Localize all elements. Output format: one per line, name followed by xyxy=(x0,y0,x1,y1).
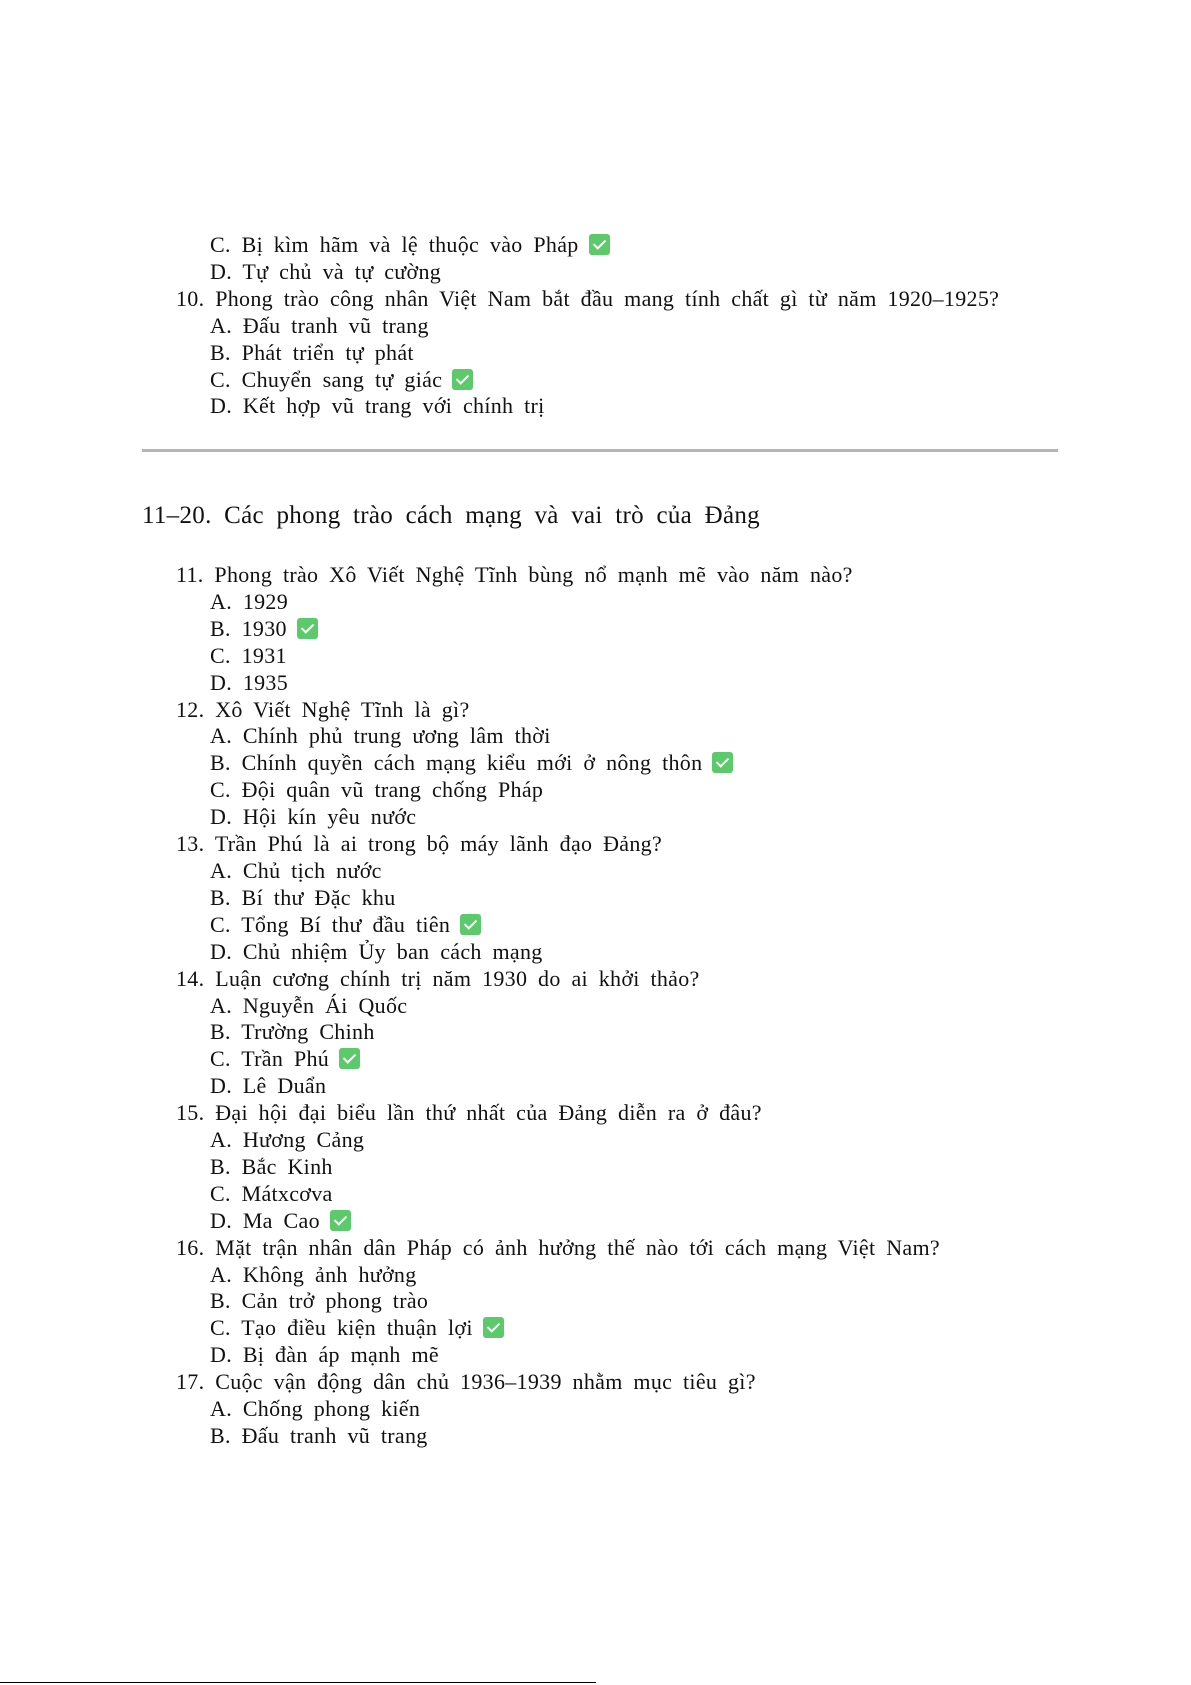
question-15 xyxy=(0,1100,1191,1127)
option-14d xyxy=(0,1073,1191,1100)
question-text: Đại hội đại biểu lần thứ nhất của Đảng diễn ra ở đâu? xyxy=(215,1100,762,1126)
option-15c xyxy=(0,1181,1191,1208)
option-label: D. xyxy=(210,1207,232,1233)
option-label: C. xyxy=(210,232,231,257)
option-16c xyxy=(0,1315,1191,1342)
option-label: B. xyxy=(210,1423,231,1448)
question-12 xyxy=(0,697,1191,724)
option-13d xyxy=(0,939,1191,966)
option-text: Tự chủ và tự cường xyxy=(242,258,442,284)
option-label: A. xyxy=(210,1396,232,1422)
option-16a xyxy=(0,1262,1191,1289)
question-text: Cuộc vận động dân chủ 1936–1939 nhằm mục tiêu gì? xyxy=(215,1369,756,1395)
option-12b xyxy=(0,750,1191,777)
option-12c xyxy=(0,777,1191,804)
check-icon xyxy=(712,752,733,773)
option-label: A. xyxy=(210,723,232,749)
question-number: 17. xyxy=(176,1369,205,1395)
option-label: B. xyxy=(210,750,231,776)
question-number: 11. xyxy=(176,562,204,587)
option-10c xyxy=(0,367,1191,394)
option-label: C. xyxy=(210,1046,231,1072)
option-11c xyxy=(0,643,1191,670)
option-12d xyxy=(0,804,1191,831)
question-17 xyxy=(0,1369,1191,1396)
option-13c xyxy=(0,912,1191,939)
option-14a xyxy=(0,993,1191,1020)
option-label: B. xyxy=(210,884,231,910)
option-13a xyxy=(0,858,1191,885)
option-label: B. xyxy=(210,1153,231,1179)
option-10d xyxy=(0,393,1191,420)
option-text: 1929 xyxy=(242,588,289,614)
option-label: A. xyxy=(210,1261,232,1287)
question-text: Trần Phú là ai trong bộ máy lãnh đạo Đảng? xyxy=(214,831,663,857)
option-label: C. xyxy=(210,777,231,803)
option-label: C. xyxy=(210,1180,231,1206)
option-10a xyxy=(0,313,1191,340)
option-text: 1931 xyxy=(241,642,287,668)
option-text: Chủ nhiệm Ủy ban cách mạng xyxy=(242,938,543,964)
option-text: Chủ tịch nước xyxy=(242,857,382,883)
option-label: D. xyxy=(210,1073,232,1099)
question-text: Phong trào Xô Viết Nghệ Tĩnh bùng nổ mạnh mẽ vào năm nào? xyxy=(214,562,853,587)
option-label: D. xyxy=(210,669,232,695)
question-text: Xô Viết Nghệ Tĩnh là gì? xyxy=(215,696,470,722)
question-11 xyxy=(0,562,1191,589)
option-15b xyxy=(0,1154,1191,1181)
option-text: Chính phủ trung ương lâm thời xyxy=(242,723,551,749)
check-icon xyxy=(452,369,473,390)
option-15a xyxy=(0,1127,1191,1154)
option-text: Đấu tranh vũ trang xyxy=(242,312,429,338)
section-title: 11–20. Các phong trào cách mạng và vai trò của Đảng xyxy=(142,502,760,529)
option-label: A. xyxy=(210,857,232,883)
top-block xyxy=(0,232,1191,420)
option-text: Tổng Bí thư đầu tiên xyxy=(241,911,451,937)
question-14 xyxy=(0,966,1191,993)
option-text: Tạo điều kiện thuận lợi xyxy=(241,1315,473,1341)
option-13b xyxy=(0,885,1191,912)
question-text: Luận cương chính trị năm 1930 do ai khởi thảo? xyxy=(215,965,700,991)
option-text: Lê Duẩn xyxy=(242,1073,327,1099)
option-16b xyxy=(0,1288,1191,1315)
option-label: D. xyxy=(210,1342,232,1368)
option-17b xyxy=(0,1423,1191,1450)
option-text: Bắc Kinh xyxy=(241,1153,333,1179)
question-text: Phong trào công nhân Việt Nam bắt đầu mang tính chất gì từ năm 1920–1925? xyxy=(215,285,1000,311)
option-label: B. xyxy=(210,1288,231,1314)
option-text: Trường Chinh xyxy=(241,1019,375,1045)
option-text: Chính quyền cách mạng kiểu mới ở nông thôn xyxy=(241,750,703,776)
option-label: D. xyxy=(210,393,232,419)
footer-rule xyxy=(0,1682,596,1683)
question-number: 12. xyxy=(176,696,205,722)
option-17a xyxy=(0,1396,1191,1423)
option-14b xyxy=(0,1019,1191,1046)
option-text: Nguyễn Ái Quốc xyxy=(242,992,408,1018)
check-icon xyxy=(483,1317,504,1338)
option-text: Không ảnh hưởng xyxy=(242,1261,417,1287)
option-label: A. xyxy=(210,588,232,614)
option-label: A. xyxy=(210,992,232,1018)
option-text: 1935 xyxy=(242,669,289,695)
question-number: 13. xyxy=(176,831,205,857)
option-text: Ma Cao xyxy=(242,1207,320,1233)
option-15d xyxy=(0,1208,1191,1235)
question-number: 16. xyxy=(176,1234,205,1260)
option-10b xyxy=(0,340,1191,367)
question-number: 10. xyxy=(176,285,205,311)
option-text: Bí thư Đặc khu xyxy=(241,884,396,910)
option-text: Hương Cảng xyxy=(242,1127,365,1153)
option-label: C. xyxy=(210,911,231,937)
option-text: Bị đàn áp mạnh mẽ xyxy=(242,1342,439,1368)
option-label: D. xyxy=(210,804,232,830)
check-icon xyxy=(297,618,318,639)
option-label: C. xyxy=(210,366,231,392)
question-16 xyxy=(0,1235,1191,1262)
option-label: A. xyxy=(210,312,232,338)
check-icon xyxy=(589,234,610,255)
question-13 xyxy=(0,831,1191,858)
check-icon xyxy=(339,1048,360,1069)
option-14c xyxy=(0,1046,1191,1073)
option-label: B. xyxy=(210,615,231,641)
option-label: D. xyxy=(210,258,232,284)
option-text: Phát triển tự phát xyxy=(241,339,414,365)
option-label: C. xyxy=(210,1315,231,1341)
option-11b xyxy=(0,616,1191,643)
question-list xyxy=(0,562,1191,1450)
option-11d xyxy=(0,670,1191,697)
option-16d xyxy=(0,1342,1191,1369)
option-text: Trần Phú xyxy=(241,1046,330,1072)
check-icon xyxy=(330,1210,351,1231)
option-text: Mátxcơva xyxy=(241,1180,333,1206)
option-text: Đội quân vũ trang chống Pháp xyxy=(241,777,544,803)
option-label: D. xyxy=(210,938,232,964)
option-prev-c xyxy=(0,232,1191,259)
option-prev-d xyxy=(0,259,1191,286)
option-text: Bị kìm hãm và lệ thuộc vào Pháp xyxy=(241,232,579,257)
question-number: 15. xyxy=(176,1100,205,1126)
option-label: A. xyxy=(210,1127,232,1153)
option-11a xyxy=(0,589,1191,616)
option-text: Kết hợp vũ trang với chính trị xyxy=(242,393,545,419)
option-label: C. xyxy=(210,642,231,668)
option-label: B. xyxy=(210,1019,231,1045)
section-divider xyxy=(142,449,1058,452)
option-text: Chuyển sang tự giác xyxy=(241,366,443,392)
option-text: Đấu tranh vũ trang xyxy=(241,1423,428,1448)
question-text: Mặt trận nhân dân Pháp có ảnh hưởng thế nào tới cách mạng Việt Nam? xyxy=(215,1234,940,1260)
option-text: Chống phong kiến xyxy=(242,1396,421,1422)
question-10 xyxy=(0,286,1191,313)
option-text: Cản trở phong trào xyxy=(241,1288,429,1314)
question-number: 14. xyxy=(176,965,205,991)
option-12a xyxy=(0,723,1191,750)
option-text: 1930 xyxy=(241,615,287,641)
check-icon xyxy=(460,914,481,935)
option-label: B. xyxy=(210,339,231,365)
option-text: Hội kín yêu nước xyxy=(242,804,417,830)
